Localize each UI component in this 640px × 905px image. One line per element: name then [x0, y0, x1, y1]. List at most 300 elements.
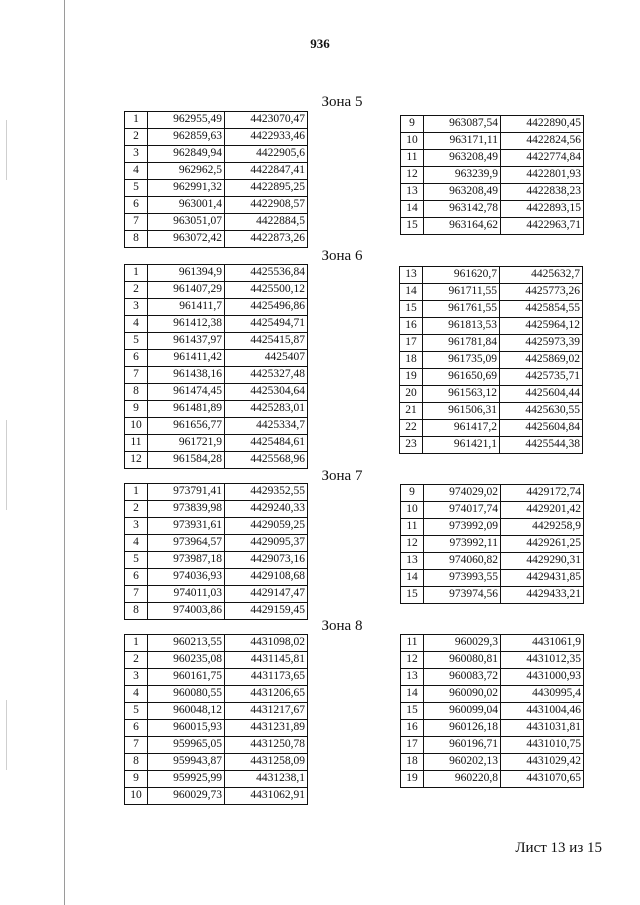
y-coordinate: 4422873,26 [225, 231, 308, 248]
zone-7-table-right [400, 484, 584, 604]
point-number: 8 [125, 384, 148, 401]
zone-6-table-right [399, 266, 583, 454]
point-number: 17 [401, 737, 424, 754]
table-row [125, 635, 308, 652]
y-coordinate: 4429095,37 [225, 535, 308, 552]
y-coordinate: 4429201,42 [501, 502, 584, 519]
y-coordinate: 4425334,7 [225, 418, 308, 435]
y-coordinate: 4431250,78 [225, 737, 308, 754]
y-coordinate: 4425773,26 [500, 284, 583, 301]
point-number: 3 [125, 299, 148, 316]
point-number: 4 [125, 686, 148, 703]
x-coordinate: 960090,02 [424, 686, 501, 703]
point-number: 5 [125, 180, 148, 197]
sheet-footer: Лист 13 из 15 [515, 840, 602, 856]
table-row [400, 437, 583, 454]
table-row [401, 587, 584, 604]
point-number: 23 [400, 437, 423, 454]
x-coordinate: 973839,98 [148, 501, 225, 518]
point-number: 6 [125, 197, 148, 214]
table-row [401, 184, 584, 201]
page-number: 936 [310, 36, 330, 51]
zone-7-table-left [124, 483, 308, 620]
y-coordinate: 4429258,9 [501, 519, 584, 536]
y-coordinate: 4425568,96 [225, 452, 308, 469]
x-coordinate: 960220,8 [424, 771, 501, 788]
point-number: 7 [125, 214, 148, 231]
table-row [401, 116, 584, 133]
x-coordinate: 963164,62 [424, 218, 501, 235]
x-coordinate: 960029,73 [148, 788, 225, 805]
y-coordinate: 4431173,65 [225, 669, 308, 686]
table-row [125, 484, 308, 501]
point-number: 10 [125, 788, 148, 805]
point-number: 15 [401, 703, 424, 720]
scan-artifact [6, 120, 7, 180]
x-coordinate: 974003,86 [148, 603, 225, 620]
point-number: 18 [401, 754, 424, 771]
x-coordinate: 961656,77 [148, 418, 225, 435]
y-coordinate: 4425415,87 [225, 333, 308, 350]
zone-5-title: Зона 5 [321, 94, 363, 110]
x-coordinate: 962849,94 [148, 146, 225, 163]
y-coordinate: 4425973,39 [500, 335, 583, 352]
y-coordinate: 4430995,4 [501, 686, 584, 703]
point-number: 3 [125, 669, 148, 686]
point-number: 22 [400, 420, 423, 437]
table-row [125, 282, 308, 299]
table-row [125, 146, 308, 163]
table-row [400, 318, 583, 335]
table-row [125, 316, 308, 333]
x-coordinate: 973987,18 [148, 552, 225, 569]
x-coordinate: 973931,61 [148, 518, 225, 535]
y-coordinate: 4422838,23 [501, 184, 584, 201]
point-number: 7 [125, 367, 148, 384]
point-number: 15 [401, 587, 424, 604]
x-coordinate: 959943,87 [148, 754, 225, 771]
zone-5-table-right [400, 115, 584, 235]
table-row [401, 167, 584, 184]
table-row [125, 754, 308, 771]
x-coordinate: 961437,97 [148, 333, 225, 350]
scan-artifact [6, 420, 7, 510]
x-coordinate: 960048,12 [148, 703, 225, 720]
x-coordinate: 962955,49 [148, 112, 225, 129]
x-coordinate: 960196,71 [424, 737, 501, 754]
x-coordinate: 960099,04 [424, 703, 501, 720]
x-coordinate: 959925,99 [148, 771, 225, 788]
x-coordinate: 961474,45 [148, 384, 225, 401]
y-coordinate: 4425630,55 [500, 403, 583, 420]
y-coordinate: 4422890,45 [501, 116, 584, 133]
point-number: 9 [401, 485, 424, 502]
point-number: 7 [125, 737, 148, 754]
table-row [125, 401, 308, 418]
y-coordinate: 4422908,57 [225, 197, 308, 214]
point-number: 11 [401, 635, 424, 652]
point-number: 17 [400, 335, 423, 352]
table-row [125, 163, 308, 180]
x-coordinate: 961781,84 [423, 335, 500, 352]
x-coordinate: 973992,09 [424, 519, 501, 536]
x-coordinate: 961620,7 [423, 267, 500, 284]
y-coordinate: 4431070,65 [501, 771, 584, 788]
y-coordinate: 4425869,02 [500, 352, 583, 369]
point-number: 6 [125, 350, 148, 367]
y-coordinate: 4429172,74 [501, 485, 584, 502]
table-row [401, 570, 584, 587]
point-number: 14 [400, 284, 423, 301]
point-number: 19 [400, 369, 423, 386]
x-coordinate: 960029,3 [424, 635, 501, 652]
x-coordinate: 973974,56 [424, 587, 501, 604]
point-number: 1 [125, 112, 148, 129]
x-coordinate: 961584,28 [148, 452, 225, 469]
y-coordinate: 4422801,93 [501, 167, 584, 184]
table-row [125, 501, 308, 518]
table-row [125, 788, 308, 805]
x-coordinate: 960080,55 [148, 686, 225, 703]
y-coordinate: 4431145,81 [225, 652, 308, 669]
table-row [401, 737, 584, 754]
y-coordinate: 4429073,16 [225, 552, 308, 569]
x-coordinate: 961563,12 [423, 386, 500, 403]
point-number: 2 [125, 652, 148, 669]
point-number: 2 [125, 501, 148, 518]
table-row [400, 267, 583, 284]
zone-6-title: Зона 6 [321, 248, 363, 264]
x-coordinate: 973993,55 [424, 570, 501, 587]
point-number: 3 [125, 518, 148, 535]
table-row [125, 603, 308, 620]
y-coordinate: 4431062,91 [225, 788, 308, 805]
table-row [401, 150, 584, 167]
table-row [125, 652, 308, 669]
table-row [125, 265, 308, 282]
y-coordinate: 4422893,15 [501, 201, 584, 218]
y-coordinate: 4422933,46 [225, 129, 308, 146]
table-row [401, 201, 584, 218]
point-number: 15 [400, 301, 423, 318]
y-coordinate: 4429433,21 [501, 587, 584, 604]
table-row [401, 536, 584, 553]
point-number: 9 [125, 771, 148, 788]
x-coordinate: 974017,74 [424, 502, 501, 519]
table-row [125, 720, 308, 737]
table-row [125, 129, 308, 146]
point-number: 21 [400, 403, 423, 420]
table-row [125, 771, 308, 788]
y-coordinate: 4431206,65 [225, 686, 308, 703]
table-row [125, 418, 308, 435]
point-number: 11 [401, 150, 424, 167]
y-coordinate: 4431012,35 [501, 652, 584, 669]
x-coordinate: 960213,55 [148, 635, 225, 652]
y-coordinate: 4431029,42 [501, 754, 584, 771]
scan-artifact [6, 700, 7, 770]
x-coordinate: 961711,55 [423, 284, 500, 301]
point-number: 4 [125, 316, 148, 333]
table-row [125, 703, 308, 720]
table-row [401, 720, 584, 737]
y-coordinate: 4429159,45 [225, 603, 308, 620]
point-number: 2 [125, 129, 148, 146]
x-coordinate: 973992,11 [424, 536, 501, 553]
zone-8-table-right [400, 634, 584, 788]
point-number: 6 [125, 720, 148, 737]
point-number: 11 [125, 435, 148, 452]
y-coordinate: 4425484,61 [225, 435, 308, 452]
y-coordinate: 4422824,56 [501, 133, 584, 150]
point-number: 5 [125, 552, 148, 569]
point-number: 6 [125, 569, 148, 586]
table-row [401, 553, 584, 570]
x-coordinate: 961407,29 [148, 282, 225, 299]
table-row [125, 552, 308, 569]
y-coordinate: 4422774,84 [501, 150, 584, 167]
y-coordinate: 4429108,68 [225, 569, 308, 586]
x-coordinate: 974036,93 [148, 569, 225, 586]
zone-8-table-left [124, 634, 308, 805]
x-coordinate: 959965,05 [148, 737, 225, 754]
y-coordinate: 4422963,71 [501, 218, 584, 235]
table-row [400, 335, 583, 352]
table-row [400, 386, 583, 403]
y-coordinate: 4429059,25 [225, 518, 308, 535]
table-row [125, 586, 308, 603]
point-number: 1 [125, 635, 148, 652]
point-number: 10 [401, 502, 424, 519]
x-coordinate: 961650,69 [423, 369, 500, 386]
y-coordinate: 4429290,31 [501, 553, 584, 570]
zone-7-title: Зона 7 [321, 468, 363, 484]
point-number: 14 [401, 686, 424, 703]
point-number: 16 [401, 720, 424, 737]
point-number: 10 [401, 133, 424, 150]
table-row [125, 180, 308, 197]
table-row [125, 569, 308, 586]
point-number: 8 [125, 754, 148, 771]
y-coordinate: 4431010,75 [501, 737, 584, 754]
y-coordinate: 4425500,12 [225, 282, 308, 299]
point-number: 3 [125, 146, 148, 163]
y-coordinate: 4425604,44 [500, 386, 583, 403]
x-coordinate: 961411,42 [148, 350, 225, 367]
zone-5-table-left [124, 111, 308, 248]
table-row [125, 384, 308, 401]
point-number: 1 [125, 265, 148, 282]
point-number: 12 [125, 452, 148, 469]
y-coordinate: 4431217,67 [225, 703, 308, 720]
table-row [400, 352, 583, 369]
point-number: 4 [125, 163, 148, 180]
x-coordinate: 963208,49 [424, 184, 501, 201]
binding-margin-line [64, 0, 65, 905]
y-coordinate: 4423070,47 [225, 112, 308, 129]
x-coordinate: 961735,09 [423, 352, 500, 369]
table-row [401, 519, 584, 536]
y-coordinate: 4425544,38 [500, 437, 583, 454]
table-row [401, 754, 584, 771]
y-coordinate: 4425304,64 [225, 384, 308, 401]
point-number: 2 [125, 282, 148, 299]
table-row [125, 669, 308, 686]
x-coordinate: 973964,57 [148, 535, 225, 552]
x-coordinate: 961506,31 [423, 403, 500, 420]
table-row [125, 231, 308, 248]
y-coordinate: 4422884,5 [225, 214, 308, 231]
table-row [401, 703, 584, 720]
x-coordinate: 963072,42 [148, 231, 225, 248]
table-row [125, 333, 308, 350]
point-number: 12 [401, 167, 424, 184]
x-coordinate: 961438,16 [148, 367, 225, 384]
point-number: 12 [401, 652, 424, 669]
y-coordinate: 4429240,33 [225, 501, 308, 518]
x-coordinate: 963171,11 [424, 133, 501, 150]
table-row [125, 737, 308, 754]
table-row [401, 218, 584, 235]
y-coordinate: 4431098,02 [225, 635, 308, 652]
x-coordinate: 974060,82 [424, 553, 501, 570]
table-row [125, 214, 308, 231]
table-row [125, 350, 308, 367]
x-coordinate: 961481,89 [148, 401, 225, 418]
x-coordinate: 960202,13 [424, 754, 501, 771]
x-coordinate: 962991,32 [148, 180, 225, 197]
x-coordinate: 961417,2 [423, 420, 500, 437]
table-row [401, 652, 584, 669]
x-coordinate: 961813,53 [423, 318, 500, 335]
x-coordinate: 961394,9 [148, 265, 225, 282]
point-number: 13 [401, 553, 424, 570]
point-number: 11 [401, 519, 424, 536]
y-coordinate: 4425735,71 [500, 369, 583, 386]
table-row [125, 197, 308, 214]
table-row [401, 635, 584, 652]
point-number: 16 [400, 318, 423, 335]
table-row [401, 133, 584, 150]
table-row [400, 284, 583, 301]
y-coordinate: 4425854,55 [500, 301, 583, 318]
point-number: 7 [125, 586, 148, 603]
point-number: 1 [125, 484, 148, 501]
y-coordinate: 4425536,84 [225, 265, 308, 282]
table-row [401, 669, 584, 686]
x-coordinate: 962962,5 [148, 163, 225, 180]
point-number: 8 [125, 603, 148, 620]
point-number: 13 [400, 267, 423, 284]
table-row [125, 435, 308, 452]
y-coordinate: 4431231,89 [225, 720, 308, 737]
y-coordinate: 4425494,71 [225, 316, 308, 333]
table-row [400, 301, 583, 318]
x-coordinate: 962859,63 [148, 129, 225, 146]
x-coordinate: 960015,93 [148, 720, 225, 737]
table-row [401, 771, 584, 788]
x-coordinate: 961412,38 [148, 316, 225, 333]
point-number: 9 [401, 116, 424, 133]
x-coordinate: 974011,03 [148, 586, 225, 603]
table-row [400, 420, 583, 437]
x-coordinate: 960083,72 [424, 669, 501, 686]
x-coordinate: 963142,78 [424, 201, 501, 218]
point-number: 19 [401, 771, 424, 788]
x-coordinate: 973791,41 [148, 484, 225, 501]
y-coordinate: 4422847,41 [225, 163, 308, 180]
point-number: 10 [125, 418, 148, 435]
table-row [125, 367, 308, 384]
y-coordinate: 4422905,6 [225, 146, 308, 163]
y-coordinate: 4429352,55 [225, 484, 308, 501]
y-coordinate: 4425964,12 [500, 318, 583, 335]
table-row [401, 686, 584, 703]
y-coordinate: 4431000,93 [501, 669, 584, 686]
x-coordinate: 963239,9 [424, 167, 501, 184]
point-number: 15 [401, 218, 424, 235]
table-row [125, 112, 308, 129]
x-coordinate: 961411,7 [148, 299, 225, 316]
point-number: 5 [125, 333, 148, 350]
table-row [125, 299, 308, 316]
x-coordinate: 960235,08 [148, 652, 225, 669]
point-number: 5 [125, 703, 148, 720]
x-coordinate: 960161,75 [148, 669, 225, 686]
y-coordinate: 4425283,01 [225, 401, 308, 418]
x-coordinate: 974029,02 [424, 485, 501, 502]
y-coordinate: 4425407 [225, 350, 308, 367]
y-coordinate: 4425632,7 [500, 267, 583, 284]
x-coordinate: 963051,07 [148, 214, 225, 231]
point-number: 13 [401, 669, 424, 686]
x-coordinate: 963087,54 [424, 116, 501, 133]
point-number: 14 [401, 201, 424, 218]
y-coordinate: 4422895,25 [225, 180, 308, 197]
zone-6-table-left [124, 264, 308, 469]
table-row [125, 518, 308, 535]
zone-8-title: Зона 8 [321, 618, 363, 634]
x-coordinate: 963001,4 [148, 197, 225, 214]
x-coordinate: 963208,49 [424, 150, 501, 167]
table-row [125, 452, 308, 469]
table-row [400, 369, 583, 386]
point-number: 9 [125, 401, 148, 418]
table-row [400, 403, 583, 420]
y-coordinate: 4431238,1 [225, 771, 308, 788]
point-number: 4 [125, 535, 148, 552]
x-coordinate: 961761,55 [423, 301, 500, 318]
table-row [125, 535, 308, 552]
y-coordinate: 4429147,47 [225, 586, 308, 603]
point-number: 13 [401, 184, 424, 201]
point-number: 12 [401, 536, 424, 553]
x-coordinate: 961421,1 [423, 437, 500, 454]
y-coordinate: 4425496,86 [225, 299, 308, 316]
y-coordinate: 4429431,85 [501, 570, 584, 587]
table-row [401, 502, 584, 519]
point-number: 20 [400, 386, 423, 403]
y-coordinate: 4431258,09 [225, 754, 308, 771]
y-coordinate: 4425327,48 [225, 367, 308, 384]
y-coordinate: 4431031,81 [501, 720, 584, 737]
x-coordinate: 960080,81 [424, 652, 501, 669]
y-coordinate: 4431061,9 [501, 635, 584, 652]
point-number: 14 [401, 570, 424, 587]
point-number: 18 [400, 352, 423, 369]
y-coordinate: 4425604,84 [500, 420, 583, 437]
x-coordinate: 960126,18 [424, 720, 501, 737]
